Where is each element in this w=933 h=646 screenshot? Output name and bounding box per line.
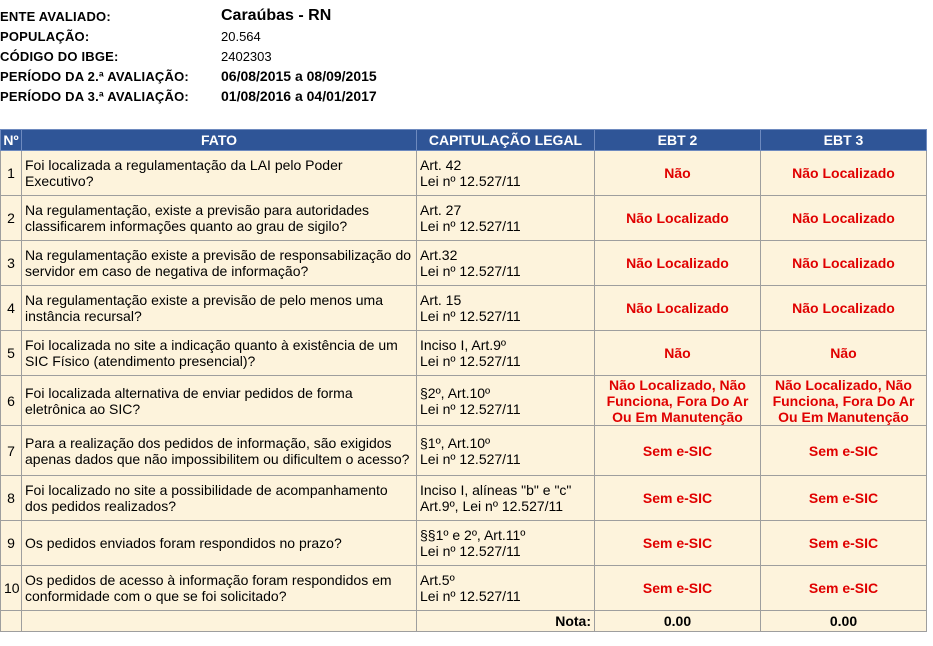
row-ebt2: Não Localizado [595, 286, 761, 331]
cap-line-2: Lei nº 12.527/11 [420, 218, 521, 234]
info-label: PERÍODO DA 2.ª AVALIAÇÃO: [0, 68, 189, 84]
row-num: 1 [1, 151, 22, 196]
row-ebt3: Não Localizado [761, 196, 927, 241]
row-capitulacao [417, 566, 595, 611]
info-row-ibge [0, 46, 377, 66]
row-num: 4 [1, 286, 22, 331]
cap-line-1: §2º, Art.10º [420, 384, 491, 401]
col-header-fato: FATO [22, 130, 417, 151]
row-fato: Foi localizada no site a indicação quanto à existência de um SIC Físico (atendimento presencial)? [22, 331, 417, 376]
col-header-ebt3: EBT 3 [761, 130, 927, 151]
row-capitulacao [417, 331, 595, 376]
row-fato: Foi localizado no site a possibilidade de acompanhamento dos pedidos realizados? [22, 476, 417, 521]
cap-line-1: Inciso I, alíneas "b" e "c" [420, 482, 572, 498]
row-num: 7 [1, 426, 22, 476]
table-row [1, 376, 927, 426]
cap-line-1: Art.5º [420, 572, 455, 588]
row-fato: Na regulamentação, existe a previsão para autoridades classificarem informações quanto ao grau de sigilo? [22, 196, 417, 241]
row-fato: Na regulamentação existe a previsão de responsabilização do servidor em caso de negativa de informação? [22, 241, 417, 286]
info-row-periodo-3 [0, 86, 377, 106]
cap-line-2: Lei nº 12.527/11 [420, 450, 521, 467]
row-ebt3: Não Localizado [761, 286, 927, 331]
nota-spacer [1, 611, 22, 632]
nota-ebt3: 0.00 [761, 611, 927, 632]
cap-line-1: Art.32 [420, 247, 458, 263]
col-header-ebt2: EBT 2 [595, 130, 761, 151]
cap-line-2: Lei nº 12.527/11 [420, 308, 521, 324]
row-ebt2: Não [595, 331, 761, 376]
row-ebt2: Não Localizado [595, 241, 761, 286]
row-ebt3: Não [761, 331, 927, 376]
row-ebt2: Não Localizado [595, 196, 761, 241]
row-capitulacao [417, 151, 595, 196]
row-ebt3: Sem e-SIC [761, 426, 927, 476]
table-row [1, 241, 927, 286]
cap-line-1: Art. 15 [420, 292, 462, 308]
row-ebt2: Sem e-SIC [595, 566, 761, 611]
row-fato: Foi localizada a regulamentação da LAI pelo Poder Executivo? [22, 151, 417, 196]
table-header-row [1, 130, 927, 151]
table-row [1, 426, 927, 476]
cap-line-2: Lei nº 12.527/11 [420, 400, 521, 417]
nota-ebt2: 0.00 [595, 611, 761, 632]
header-info [0, 6, 377, 106]
table-row [1, 196, 927, 241]
row-capitulacao [417, 196, 595, 241]
row-ebt3: Não Localizado, Não Funciona, Fora Do Ar Ou Em Manutenção [761, 376, 927, 426]
row-num: 10 [1, 566, 22, 611]
cap-line-1: Art. 42 [420, 157, 462, 173]
info-label: ENTE AVALIADO: [0, 8, 111, 24]
row-ebt3: Sem e-SIC [761, 521, 927, 566]
row-capitulacao [417, 286, 595, 331]
row-ebt2: Não [595, 151, 761, 196]
cap-line-2: Art.9º, Lei nº 12.527/11 [420, 498, 564, 514]
row-num: 5 [1, 331, 22, 376]
row-fato: Os pedidos de acesso à informação foram respondidos em conformidade com o que se foi solicitado? [22, 566, 417, 611]
info-label: PERÍODO DA 3.ª AVALIAÇÃO: [0, 88, 189, 104]
row-fato: Na regulamentação existe a previsão de pelo menos uma instância recursal? [22, 286, 417, 331]
row-ebt3: Sem e-SIC [761, 566, 927, 611]
nota-label: Nota: [417, 611, 595, 632]
row-capitulacao [417, 241, 595, 286]
row-ebt2: Sem e-SIC [595, 521, 761, 566]
table-row [1, 476, 927, 521]
row-fato: Os pedidos enviados foram respondidos no prazo? [22, 521, 417, 566]
cap-line-1: §§1º e 2º, Art.11º [420, 527, 526, 543]
row-capitulacao [417, 426, 595, 476]
row-capitulacao [417, 476, 595, 521]
info-value: 20.564 [221, 28, 261, 44]
cap-line-1: §1º, Art.10º [420, 434, 491, 451]
row-ebt3: Sem e-SIC [761, 476, 927, 521]
nota-spacer [22, 611, 417, 632]
col-header-num: Nº [1, 130, 22, 151]
row-ebt2: Sem e-SIC [595, 476, 761, 521]
row-ebt2: Não Localizado, Não Funciona, Fora Do Ar Ou Em Manutenção [595, 376, 761, 426]
info-value: Caraúbas - RN [221, 7, 332, 24]
cap-line-1: Inciso I, Art.9º [420, 337, 507, 353]
cap-line-2: Lei nº 12.527/11 [420, 173, 521, 189]
cap-line-2: Lei nº 12.527/11 [420, 353, 521, 369]
row-num: 3 [1, 241, 22, 286]
table-row [1, 286, 927, 331]
row-num: 2 [1, 196, 22, 241]
table-row [1, 566, 927, 611]
evaluation-table [0, 129, 927, 632]
table-row [1, 331, 927, 376]
row-ebt2: Sem e-SIC [595, 426, 761, 476]
info-value: 06/08/2015 a 08/09/2015 [221, 68, 377, 84]
table-row [1, 151, 927, 196]
cap-line-1: Art. 27 [420, 202, 462, 218]
row-num: 8 [1, 476, 22, 521]
cap-line-2: Lei nº 12.527/11 [420, 263, 521, 279]
row-capitulacao [417, 521, 595, 566]
row-num: 6 [1, 376, 22, 426]
row-ebt3: Não Localizado [761, 151, 927, 196]
info-row-periodo-2 [0, 66, 377, 86]
info-row-populacao [0, 26, 377, 46]
cap-line-2: Lei nº 12.527/11 [420, 588, 521, 604]
info-label: CÓDIGO DO IBGE: [0, 48, 119, 64]
nota-row [1, 611, 927, 632]
cap-line-2: Lei nº 12.527/11 [420, 543, 521, 559]
row-capitulacao [417, 376, 595, 426]
row-num: 9 [1, 521, 22, 566]
info-value: 01/08/2016 a 04/01/2017 [221, 88, 377, 104]
info-row-ente [0, 6, 377, 26]
row-fato: Foi localizada alternativa de enviar pedidos de forma eletrônica ao SIC? [22, 376, 417, 426]
row-ebt3: Não Localizado [761, 241, 927, 286]
table-row [1, 521, 927, 566]
col-header-capitulacao: CAPITULAÇÃO LEGAL [417, 130, 595, 151]
row-fato: Para a realização dos pedidos de informação, são exigidos apenas dados que não impossibilitem ou dificultem o acesso? [22, 426, 417, 476]
info-label: POPULAÇÃO: [0, 28, 90, 44]
info-value: 2402303 [221, 48, 272, 64]
